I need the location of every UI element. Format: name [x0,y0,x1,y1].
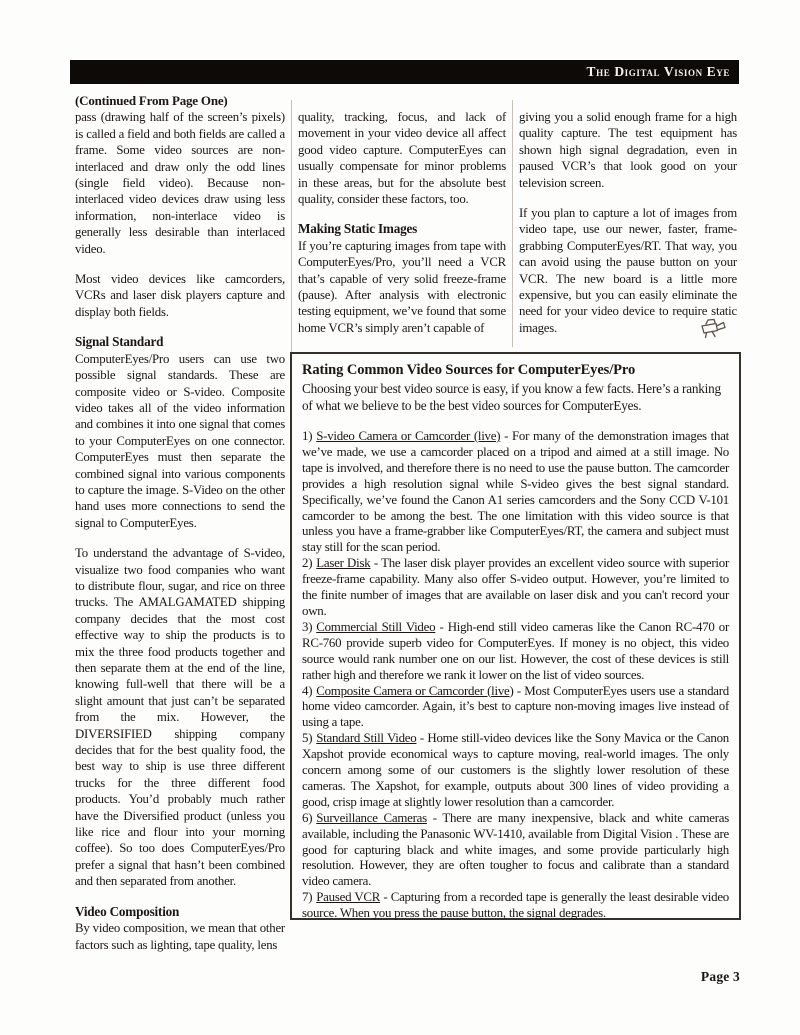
masthead-bar [70,60,739,84]
rating-item-2 [302,556,729,620]
column-right [519,109,737,350]
item-term: Standard Still Video [316,731,417,746]
paragraph: If you’re capturing images from tape with ComputerEyes/Pro, you’ll need a VCR that’s capable of very solid freeze-frame (pause). After analysis with electronic testing equipment, we’ve found that some home VCR’s simply aren’t capable of [298,238,506,335]
rating-sidebar-box [290,352,741,920]
paragraph: giving you a solid enough frame for a high quality capture. The test equipment has shown high signal degradation, even in paused VCR’s that look good on your television screen. [519,110,737,190]
item-term: S-video Camera or Camcorder (live) [316,429,501,443]
rating-item-7 [302,890,729,922]
sidebar-title: Rating Common Video Sources for ComputerEyes/Pro [302,362,636,378]
rating-item-5 [302,731,729,811]
item-number: 1) [302,429,313,443]
item-number: 7) [302,890,313,905]
item-description: - High-end still video cameras like the Canon RC-470 or RC-760 provide superb video for ComputerEyes. If money is no object, this video source would rank number one on our list. However, the cost of these devices is still rather high and therefore we rank it lower on the list of video sources. [302,619,729,682]
item-term: Surveillance Cameras [316,810,427,825]
heading-video-composition: Video Composition [75,903,180,919]
camcorder-icon [697,317,729,341]
item-number: 4) [302,683,313,698]
page-number: Page 3 [700,969,740,984]
paragraph: pass (drawing half of the screen’s pixels) is called a field and both fields are called a frame. Some video sources are non-interlaced and draw only the odd lines (single field video). Because non-interlaced video devices draw using less information, non-interlace video is generally less desirable than interlaced video. [75,110,285,256]
continued-from-note: (Continued From Page One) [75,93,228,108]
item-description: - Most ComputerEyes users use a standard home video camcorder. Again, it’s best to capture non-moving images live instead of using a tape. [302,683,729,730]
rating-item-4 [302,684,729,732]
heading-signal-standard: Signal Standard [75,334,164,350]
rating-item-1 [302,429,729,556]
rating-item-6 [302,811,729,891]
item-number: 6) [302,810,313,825]
item-description: - Home still-video devices like the Sony Mavica or the Canon Xapshot provide economical ways to capture moving, real-world images. The only concern among some of our customers is the slightly lower resolution of these cameras. The Xapshot, for example, outputs about 300 lines of video providing a good, crisp image at slightly lower resolution than a camcorder. [302,731,729,809]
column-divider-right [512,100,513,347]
item-term: Paused VCR [316,890,381,905]
item-description: - There are many inexpensive, black and white cameras available, including the Panasonic WV-1410, available from Digital Vision . These are good for capturing black and white images, and some provide particularly high resolution. However, they are often tougher to focus and calibrate than a standard video camera. [302,810,729,889]
paragraph: quality, tracking, focus, and lack of movement in your video device all affect good video capture. ComputerEyes can usually compensate for minor problems in these areas, but for the absolute best quality, consider these factors, too. [298,110,506,207]
paragraph: ComputerEyes/Pro users can use two possible signal standards. These are composite video or S-video. Composite video takes all of the video information and combines it into one signal that comes to your ComputerEyes on one connector. ComputerEyes must then separate the combined signal into various components to capture the image. S-Video on the other hand uses more connections to send the signal to ComputerEyes. [75,351,285,530]
item-term: Commercial Still Video [316,619,436,634]
column-divider-left [291,100,292,352]
item-number: 2) [302,556,313,571]
paragraph: To understand the advantage of S-video, visualize two food companies who want to distribute flour, sugar, and rice on three trucks. The AMALGAMATED shipping company decides that the most cost effective way to ship the products is to mix the three food products together and then separate them at the end of the line, knowing full-well that there will be a slight amount that just can’t be separated from the mix. However, the DIVERSIFIED shipping company decides that for the best quality food, the best way to ship is use three different trucks for the three different food products. You’d probably much rather have the Diversified product (unless you like rice and flour into your morning coffee). So too does ComputerEyes/Pro prefer a signal that hasn’t been combined and then separated from another. [75,546,285,889]
item-number: 5) [302,731,313,746]
heading-making-static-images: Making Static Images [298,221,418,237]
item-description: - Capturing from a recorded tape is generally the least desirable video source. When you press the pause button, the signal degrades. [302,890,729,921]
item-description: - For many of the demonstration images that we’ve made, we use a camcorder placed on a tripod and aimed at a still image. No tape is involved, and therefore there is no need to use the pause button. The camcorder provides a high resolution signal while S-video gives the best signal standard. Specifically, we’ve found the Canon A1 series camcorders and the Sony CCD V-101 camcorder to be among the best. The one limitation with this video source is that unless you have a frame-grabber like ComputerEyes/RT, the camera and subject must stay still for the scan period. [302,429,729,555]
item-term: Composite Camera or Camcorder (live) [316,683,514,698]
rating-item-3 [302,620,729,684]
item-number: 3) [302,619,313,634]
paragraph: By video composition, we mean that other factors such as lighting, tape quality, lens [75,921,285,952]
paragraph: If you plan to capture a lot of images from video tape, use our newer, faster, frame-grabbing ComputerEyes/RT. That way, you can avoid using the pause button on your VCR. The new board is a little more expensive, but you can easily eliminate the need for your video device to require static images. [519,206,737,335]
paragraph: Most video devices like camcorders, VCRs and laser disk players capture and display both fields. [75,272,285,319]
item-term: Laser Disk [316,556,371,571]
item-description: - The laser disk player provides an excellent video source with superior freeze-frame capability. Many also offer S-video output. However, you’re limited to the finite number of images that are available on laser disk and you can't record your own. [302,556,730,618]
masthead-title: The Digital Vision Eye [586,64,730,79]
column-middle [298,109,506,350]
column-left [75,93,285,967]
sidebar-intro: Choosing your best video source is easy, if you know a few facts. Here’s a ranking of what we believe to be the best video sources for ComputerEyes. [302,381,721,413]
